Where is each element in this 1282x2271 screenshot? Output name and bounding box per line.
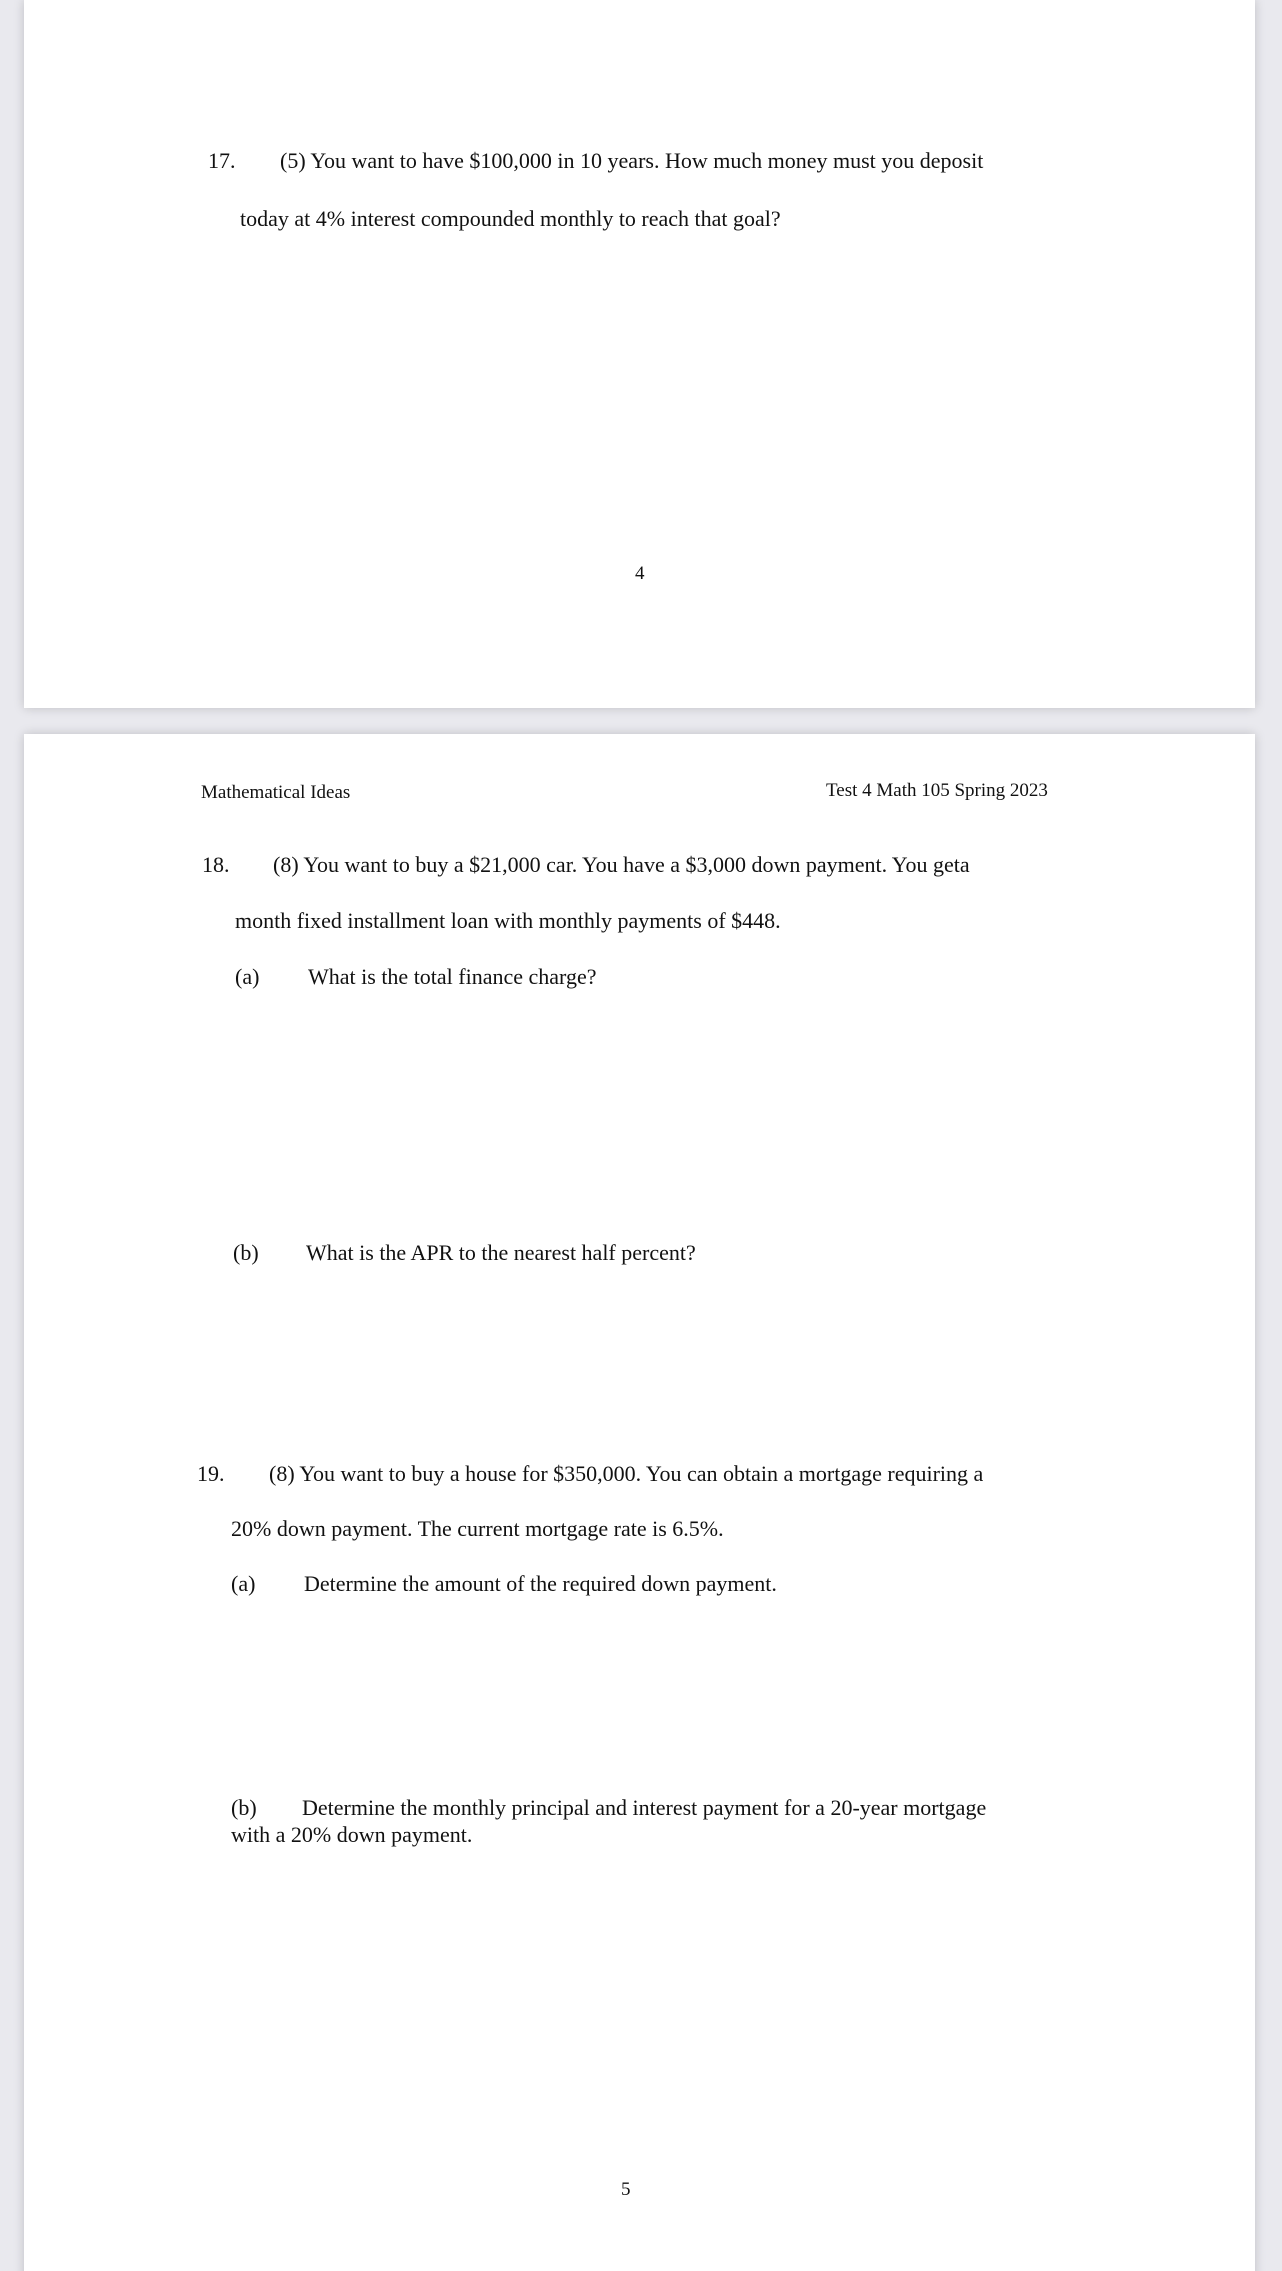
part-text: Determine the monthly principal and interest payment for a 20-year mortgage [302, 1795, 987, 1820]
part-label: (a) [231, 1571, 256, 1596]
part-label: (b) [233, 1240, 259, 1265]
question-text-line-1: (8) You want to buy a house for $350,000. You can obtain a mortgage requiring a [269, 1461, 984, 1486]
part-label: (a) [235, 964, 260, 989]
page-number: 4 [635, 563, 645, 584]
part-text: What is the APR to the nearest half percent? [306, 1240, 696, 1265]
question-number: 17. [208, 148, 236, 173]
question-text-line-1: (5) You want to have $100,000 in 10 years. How much money must you deposit [280, 148, 984, 173]
document-page-4 [24, 0, 1255, 708]
question-text-line-2: 20% down payment. The current mortgage rate is 6.5%. [231, 1516, 724, 1541]
question-text-line-1: (8) You want to buy a $21,000 car. You have a $3,000 down payment. You geta [273, 852, 970, 877]
document-page-5 [24, 734, 1255, 2271]
part-text: What is the total finance charge? [308, 964, 597, 989]
header-test-info: Test 4 Math 105 Spring 2023 [826, 780, 1048, 801]
part-text-continued: with a 20% down payment. [231, 1822, 473, 1847]
part-text: Determine the amount of the required down payment. [304, 1571, 777, 1596]
page-number: 5 [621, 2179, 631, 2200]
question-text-line-2: today at 4% interest compounded monthly to reach that goal? [240, 206, 781, 231]
question-number: 18. [202, 852, 230, 877]
question-number: 19. [197, 1461, 225, 1486]
question-text-line-2: month fixed installment loan with monthly payments of $448. [235, 908, 781, 933]
part-label: (b) [231, 1795, 257, 1820]
header-course-title: Mathematical Ideas [201, 782, 351, 803]
